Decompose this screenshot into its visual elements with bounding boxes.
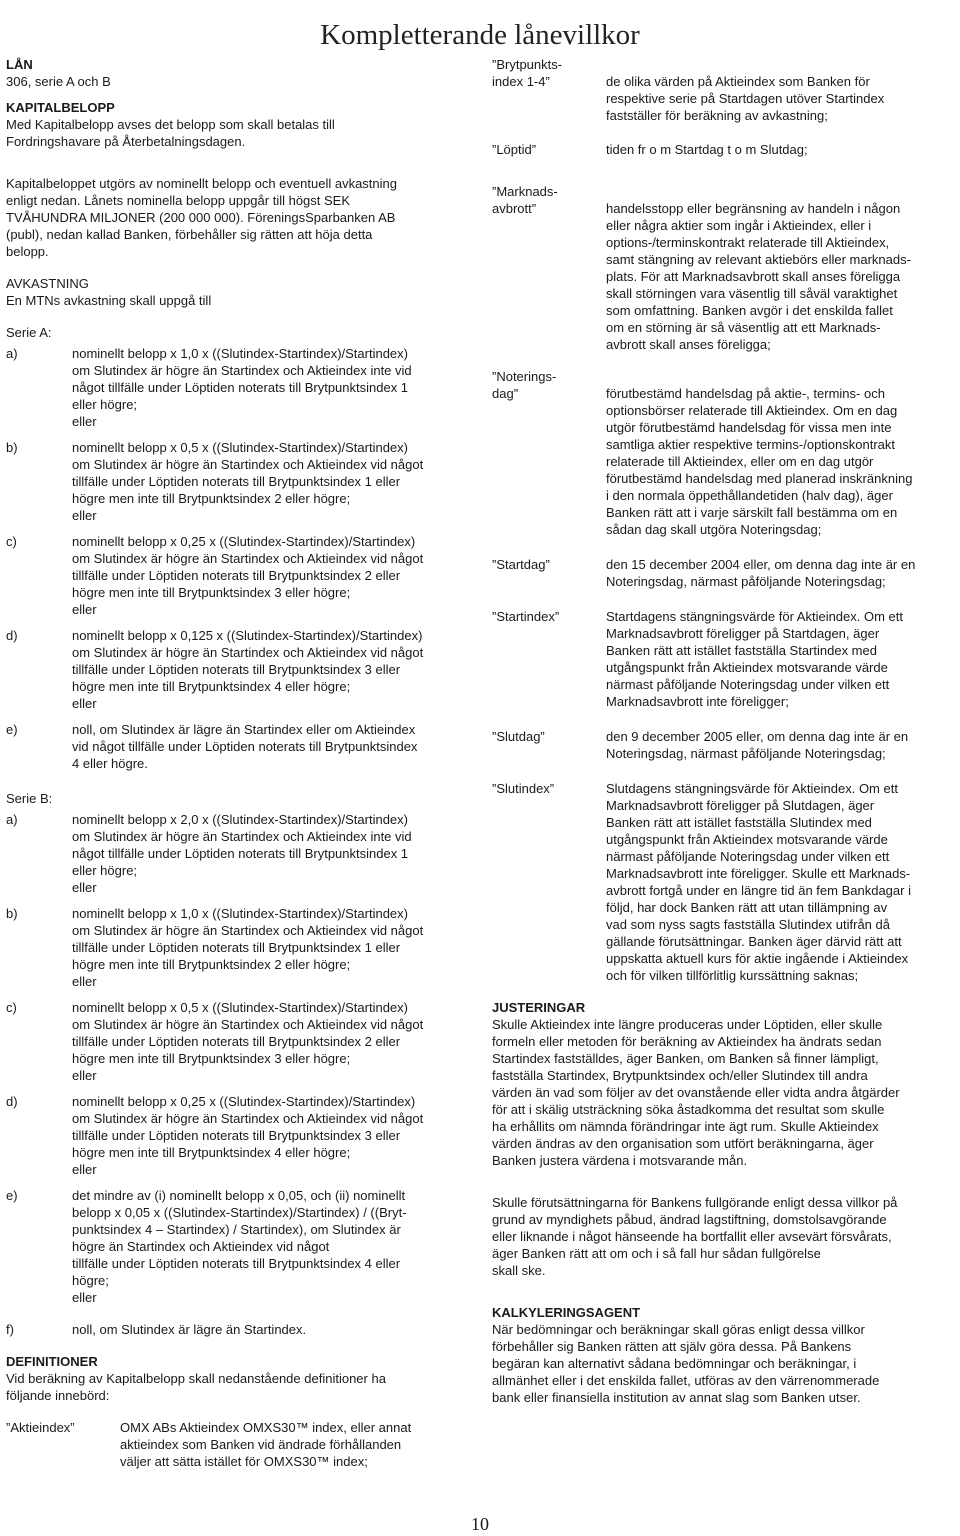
definition-item: ”Noterings- dag” förutbestämd handelsdag på aktie-, termins- och optionsbörser relaterade till Aktieindex. Om en dag utgör förutbestämd handelsdag för vissa men inte samtliga aktier respektive termins-/optionskontrakt relaterade till Aktieindex, eller om en dag utgör förutbestämd handelsdag med planerad inskränkning i den normala öppethållandetiden (halv dag), äger Banken rätt att i varje särskilt fall bestämma om en sådan dag skall utgöra Noteringsdag; bbox=[492, 369, 913, 537]
definition-item: ”Brytpunkts- index 1-4” de olika värden på Aktieindex som Banken för respektive serie på Startdagen utöver Startindex fastställer för beräkning av avkastning; bbox=[492, 57, 885, 123]
serie-b-item: a) nominellt belopp x 2,0 x ((Slutindex-Startindex)/Startindex) om Slutindex är högre än Startindex och Aktieindex inte vid något tillfälle under Löptiden noterats till Brytpunktsindex 1 eller högre; eller bbox=[6, 812, 412, 895]
serie-a-item: e) noll, om Slutindex är lägre än Startindex eller om Aktieindex vid något tillfälle under Löptiden noterats till Brytpunktsindex 4 eller högre. bbox=[6, 722, 418, 771]
definition-item: ”Löptid” tiden fr o m Startdag t o m Slutdag; bbox=[492, 142, 808, 157]
definition-item: ”Slutdag” den 9 december 2005 eller, om denna dag inte är en Noteringsdag, närmast påföljande Noteringsdag; bbox=[492, 729, 909, 761]
page-title: Kompletterande lånevillkor bbox=[320, 19, 640, 51]
justeringar-heading: JUSTERINGAR bbox=[492, 1000, 586, 1015]
kapitalbelopp-text: Med Kapitalbelopp avses det belopp som skall betalas till Fordringshavare på Återbetalningsdagen. bbox=[6, 117, 335, 149]
definition-item: ”Startdag” den 15 december 2004 eller, om denna dag inte är en Noteringsdag, närmast påföljande Noteringsdag; bbox=[492, 557, 916, 589]
serie-b-item: f) noll, om Slutindex är lägre än Startindex. bbox=[6, 1322, 307, 1337]
page-number: 10 bbox=[471, 1514, 489, 1534]
serie-a-heading: Serie A: bbox=[6, 325, 52, 340]
justeringar-text-1: Skulle Aktieindex inte längre produceras under Löptiden, eller skulle formeln eller metoden för beräkning av Aktieindex ha ändrats sedan Startindex fastställdes, äger Banken, om Banken så finner lämpligt, fastställa Startindex, Brytpunktsindex och/eller Slutindex till andra värden än vad som följer av det ovanstående eller vidta andra åtgärder för att i skälig utsträckning söka åstadkomma det resultat som skulle ha erhållits om nämnda förändringar inte ägt rum. Skulle Aktieindex värden ändras av den organisation som utfört beräkningarna, äger Banken justera värdena i motsvarande mån. bbox=[492, 1017, 900, 1168]
definition-item: ”Marknads- avbrott” handelsstopp eller begränsning av handeln i någon eller några aktier som ingår i Aktieindex, eller i options-/terminskontrakt relaterade till Aktieindex, samt stängning av relevant aktiebörs eller marknads- plats. För att Marknadsavbrott skall anses föreligga skall störningen vara väsentlig till såväl varaktighet som omfattning. Banken avgör i det enskilda fallet om en störning är så väsentlig att ett Marknads- avbrott skall anses föreligga; bbox=[492, 184, 911, 352]
kapitalbelopp-heading: KAPITALBELOPP bbox=[6, 100, 115, 115]
kalkyleringsagent-text: När bedömningar och beräkningar skall göras enligt dessa villkor förbehåller sig Banken rätten att själv göra dessa. På Bankens begäran kan alternativt sådana bedömningar och beräkningar, i allmänhet eller i det enskilda fallet, utföras av den värrenommerade bank eller finansiella institution av annat slag som Banken utser. bbox=[492, 1322, 880, 1405]
definitioner-text: Vid beräkning av Kapitalbelopp skall nedanstående definitioner ha följande innebörd: bbox=[6, 1371, 386, 1403]
definitioner-heading: DEFINITIONER bbox=[6, 1354, 98, 1369]
serie-b-heading: Serie B: bbox=[6, 791, 53, 806]
serie-a-item: d) nominellt belopp x 0,125 x ((Slutindex-Startindex)/Startindex) om Slutindex är högre än Startindex och Aktieindex vid något tillfälle under Löptiden noterats till Brytpunktsindex 3 eller högre men inte till Brytpunktsindex 4 eller högre; eller bbox=[6, 628, 424, 711]
lan-heading: LÅN bbox=[6, 57, 33, 72]
definition-aktieindex: ”Aktieindex” OMX ABs Aktieindex OMXS30™ index, eller annat aktieindex som Banken vid ändrade förhållanden väljer att sätta istället för OMXS30™ index; bbox=[6, 1420, 412, 1469]
avkastning-heading: AVKASTNING bbox=[6, 276, 89, 291]
definition-item: ”Slutindex” Slutdagens stängningsvärde för Aktieindex. Om ett Marknadsavbrott föreligger på Slutdagen, äger Banken rätt att istället fastställa Slutindex med utgångspunkt från Aktieindex motsvarande värde närmast påföljande Noteringsdag under vilken ett Marknadsavbrott inte föreligger. Skulle ett Marknads- avbrott fortgå under en längre tid än fem Bankdagar i följd, har dock Banken rätt att utan tillämpning av vad som nyss sagts fastställa Slutindex utifrån då gällande förutsättningar. Banken äger därvid rätt att uppskatta aktuell kurs för aktie ingående i Aktieindex och för vilken tillförlitlig kurssättning saknas; bbox=[492, 781, 911, 983]
serie-b-item: b) nominellt belopp x 1,0 x ((Slutindex-Startindex)/Startindex) om Slutindex är högre än Startindex och Aktieindex vid något tillfälle under Löptiden noterats till Brytpunktsindex 1 eller högre men inte till Brytpunktsindex 2 eller högre; eller bbox=[6, 906, 424, 989]
serie-b-item: c) nominellt belopp x 0,5 x ((Slutindex-Startindex)/Startindex) om Slutindex är högre än Startindex och Aktieindex vid något tillfälle under Löptiden noterats till Brytpunktsindex 2 eller högre men inte till Brytpunktsindex 3 eller högre; eller bbox=[6, 1000, 424, 1083]
justeringar-text-2: Skulle förutsättningarna för Bankens fullgörande enligt dessa villkor på grund av myndighets påbud, ändrad lagstiftning, domstolsavgörande eller liknande i något hänseende ha bortfallit eller avsevärt försvårats, äger Banken rätt att om och i så fall hur sådan fullgörelse skall ske. bbox=[492, 1195, 898, 1278]
definition-item: ”Startindex” Startdagens stängningsvärde för Aktieindex. Om ett Marknadsavbrott föreligger på Startdagen, äger Banken rätt att istället fastställa Startindex med utgångspunkt från Aktieindex motsvarande värde närmast påföljande Noteringsdag under vilken ett Marknadsavbrott inte föreligger; bbox=[492, 609, 904, 709]
kalkyleringsagent-heading: KALKYLERINGSAGENT bbox=[492, 1305, 641, 1320]
serie-a-item: c) nominellt belopp x 0,25 x ((Slutindex-Startindex)/Startindex) om Slutindex är högre än Startindex och Aktieindex vid något tillfälle under Löptiden noterats till Brytpunktsindex 2 eller högre men inte till Brytpunktsindex 3 eller högre; eller bbox=[6, 534, 424, 617]
serie-b-item: d) nominellt belopp x 0,25 x ((Slutindex-Startindex)/Startindex) om Slutindex är högre än Startindex och Aktieindex vid något tillfälle under Löptiden noterats till Brytpunktsindex 3 eller högre men inte till Brytpunktsindex 4 eller högre; eller bbox=[6, 1094, 424, 1177]
right-column bbox=[492, 56, 958, 1406]
avkastning-text: En MTNs avkastning skall uppgå till bbox=[6, 293, 212, 308]
left-column bbox=[6, 56, 466, 1470]
serie-a-item: a) nominellt belopp x 1,0 x ((Slutindex-Startindex)/Startindex) om Slutindex är högre än Startindex och Aktieindex inte vid något tillfälle under Löptiden noterats till Brytpunktsindex 1 eller högre; eller bbox=[6, 346, 412, 429]
lan-value: 306, serie A och B bbox=[6, 74, 111, 89]
kapitalbelopp-paragraph: Kapitalbeloppet utgörs av nominellt belopp och eventuell avkastning enligt nedan. Lånets nominella belopp uppgår till högst SEK TVÅHUNDRA MILJONER (200 000 000). FöreningsSparbanken AB (publ), nedan kallad Banken, förbehåller sig rätten att höja detta belopp. bbox=[6, 176, 397, 259]
serie-b-item: e) det mindre av (i) nominellt belopp x 0,05, och (ii) nominellt belopp x 0,05 x ((Slutindex-Startindex)/Startindex) / ((Bryt- punktsindex 4 – Startindex) / Startindex), om Slutindex är högre än Startindex och Aktieindex vid något tillfälle under Löptiden noterats till Brytpunktsindex 4 eller högre; eller bbox=[6, 1188, 407, 1305]
serie-a-item: b) nominellt belopp x 0,5 x ((Slutindex-Startindex)/Startindex) om Slutindex är högre än Startindex och Aktieindex vid något tillfälle under Löptiden noterats till Brytpunktsindex 1 eller högre men inte till Brytpunktsindex 2 eller högre; eller bbox=[6, 440, 424, 523]
